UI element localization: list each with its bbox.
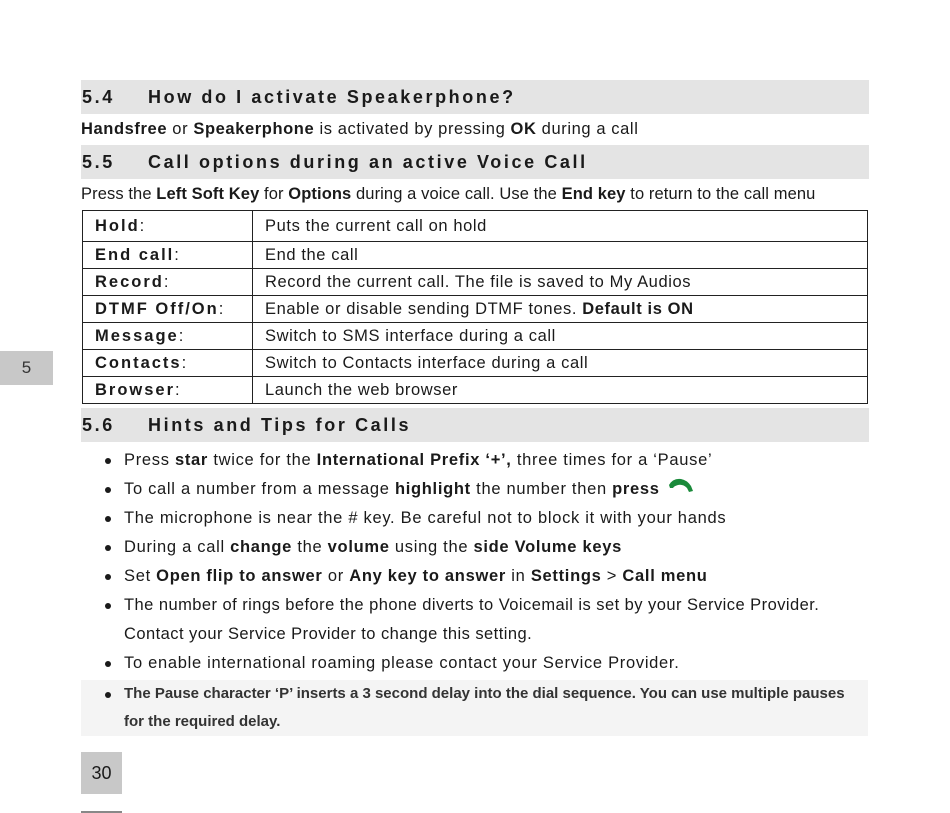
tip-item — [81, 504, 869, 533]
tip-item — [81, 475, 869, 504]
option-key-cell — [83, 350, 253, 377]
option-key-separator: : — [181, 353, 189, 372]
option-key-separator: : — [139, 216, 147, 235]
option-key-separator: : — [175, 380, 182, 399]
tip-item — [81, 680, 868, 736]
option-row — [83, 296, 868, 323]
section-number: 5.6 — [82, 415, 115, 435]
text-run: Press the — [81, 185, 157, 203]
option-row — [83, 211, 868, 242]
tip-item — [81, 446, 869, 475]
call-options-table — [82, 210, 868, 404]
text-run: using the — [389, 538, 474, 557]
term-settings: Settings — [530, 567, 602, 586]
option-description-emphasis: Default is ON — [582, 299, 694, 318]
text-run: is activated by pressing — [314, 120, 511, 138]
text-run: The Pause character ‘P’ inserts a 3 second delay into the dial sequence. You can use multiple pauses for the required delay. — [124, 685, 845, 731]
section-5-5-heading — [81, 145, 869, 179]
term-speakerphone: Speakerphone — [193, 120, 315, 138]
section-5-5-text — [81, 179, 869, 210]
option-key: Contacts — [95, 353, 182, 372]
section-title: Hints and Tips for Calls — [148, 415, 412, 435]
section-number: 5.4 — [82, 87, 115, 107]
text-run: during a call — [536, 120, 639, 138]
option-row — [83, 242, 868, 269]
text-run: or — [167, 120, 194, 138]
option-description-cell — [253, 350, 868, 377]
text-run: Press — [124, 451, 175, 469]
option-description: Switch to SMS interface during a call — [265, 326, 556, 345]
section-title: How do I activate Speakerphone? — [148, 87, 516, 107]
option-description: Puts the current call on hold — [265, 216, 487, 235]
term-open-flip: Open flip to answer — [156, 567, 323, 586]
option-description-cell — [253, 269, 868, 296]
text-run: > — [601, 567, 623, 586]
option-key-separator: : — [218, 299, 226, 318]
section-5-6-heading — [81, 408, 869, 442]
option-key-separator: : — [174, 245, 181, 264]
option-description-cell — [253, 377, 868, 404]
term-options: Options — [288, 185, 352, 203]
tip-item — [81, 649, 869, 678]
option-description: Launch the web browser — [265, 380, 458, 399]
text-run: or — [322, 567, 350, 586]
option-key-cell — [83, 296, 253, 323]
option-row — [83, 350, 868, 377]
option-key-separator: : — [163, 272, 171, 291]
term-end-key: End key — [561, 185, 626, 203]
option-row — [83, 269, 868, 296]
option-key: Hold — [95, 216, 140, 235]
option-description: Enable or disable sending DTMF tones. — [265, 299, 583, 318]
tip-item — [81, 533, 869, 562]
chapter-tab-label: 5 — [21, 358, 32, 377]
option-description-cell — [253, 242, 868, 269]
term-change: change — [230, 538, 293, 557]
page-number — [81, 752, 122, 794]
option-description: Record the current call. The file is saved to My Audios — [265, 272, 692, 291]
term-star: star — [174, 451, 209, 469]
section-number: 5.5 — [82, 152, 115, 172]
term-international-prefix: International Prefix ‘+’, — [316, 451, 512, 469]
option-key: Browser — [95, 380, 176, 399]
option-key: DTMF Off/On — [95, 299, 219, 318]
option-key: Record — [95, 272, 164, 291]
option-key-cell — [83, 323, 253, 350]
chapter-tab — [0, 351, 53, 385]
text-run: During a call — [124, 538, 231, 557]
option-description: End the call — [265, 245, 359, 264]
option-description-cell — [253, 296, 868, 323]
text-run: the number then — [470, 480, 613, 498]
option-description: Switch to Contacts interface during a call — [265, 353, 589, 372]
option-key-cell — [83, 211, 253, 242]
option-key-cell — [83, 269, 253, 296]
option-key-cell — [83, 377, 253, 404]
option-row — [83, 377, 868, 404]
term-any-key: Any key to answer — [349, 567, 506, 586]
text-run: to return to the call menu — [625, 185, 816, 203]
tips-list — [81, 446, 869, 736]
text-run: The number of rings before the phone diverts to Voicemail is set by your Service Provider. Contact your Service Provider to change this setting. — [124, 596, 820, 644]
option-key: Message — [95, 326, 179, 345]
tip-item — [81, 591, 869, 649]
text-run: The microphone is near the # key. Be careful not to block it with your hands — [124, 509, 727, 528]
text-run: the — [292, 538, 328, 557]
term-side-volume-keys: side Volume keys — [473, 538, 622, 557]
text-run: twice for the — [208, 451, 317, 469]
term-press: press — [612, 480, 660, 498]
text-run: in — [506, 567, 531, 586]
text-run: for — [259, 185, 289, 203]
call-key-icon — [667, 475, 697, 504]
page-number-label: 30 — [91, 762, 112, 783]
text-run: during a voice call. Use the — [351, 185, 562, 203]
section-title: Call options during an active Voice Call — [148, 152, 588, 172]
option-description-cell — [253, 211, 868, 242]
option-description-cell — [253, 323, 868, 350]
term-call-menu: Call menu — [622, 567, 708, 586]
option-key: End call — [95, 245, 175, 264]
section-5-4-text — [81, 114, 869, 145]
text-run: To enable international roaming please contact your Service Provider. — [124, 654, 680, 673]
option-row — [83, 323, 868, 350]
term-left-soft-key: Left Soft Key — [156, 185, 260, 203]
term-ok: OK — [510, 120, 537, 138]
text-run: To call a number from a message — [124, 480, 395, 498]
manual-page — [81, 80, 869, 736]
term-volume: volume — [327, 538, 390, 557]
term-handsfree: Handsfree — [81, 120, 168, 138]
option-key-cell — [83, 242, 253, 269]
text-run: three times for a ‘Pause’ — [511, 451, 713, 469]
text-run: Set — [124, 567, 157, 586]
section-5-4-heading — [81, 80, 869, 114]
option-key-separator: : — [178, 326, 186, 345]
tip-item — [81, 562, 869, 591]
term-highlight: highlight — [394, 480, 471, 498]
